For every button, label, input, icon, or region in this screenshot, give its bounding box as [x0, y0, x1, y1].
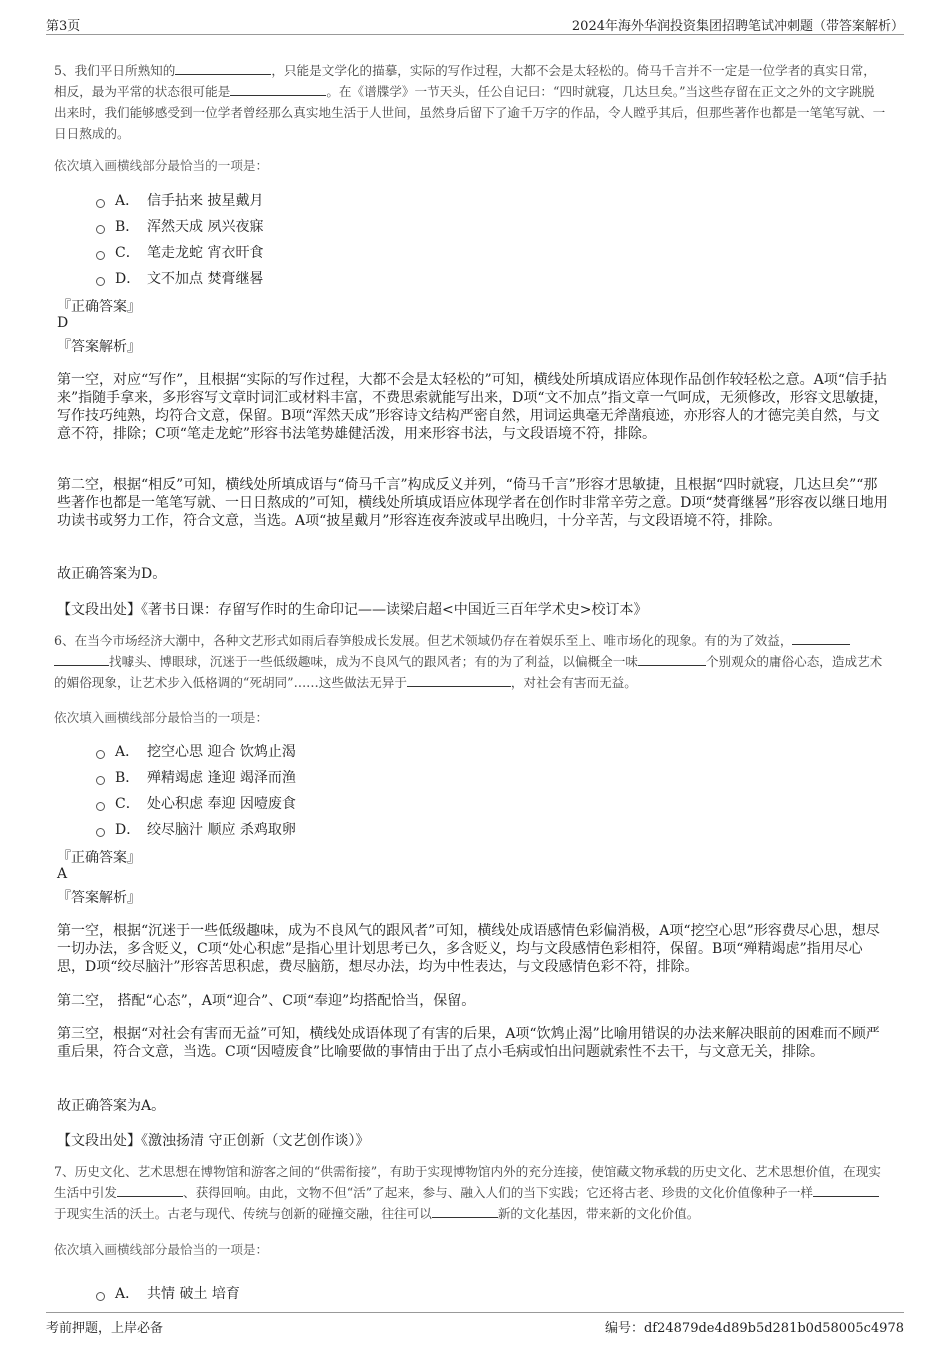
blank — [54, 651, 109, 666]
option-b[interactable]: B． 殚精竭虑 逢迎 竭泽而渔 — [96, 764, 296, 790]
blank — [407, 672, 511, 687]
analysis-paragraph: 第二空， 搭配“心态”，A项“迎合”、C项“奉迎”均搭配恰当，保留。 — [57, 993, 476, 1009]
blank — [432, 1203, 498, 1218]
analysis-paragraph: 第三空，根据“对社会有害而无益”可知，横线处成语体现了有害的后果，A项“饮鸩止渴”比喻用错误的办法来解决眼前的困难而不顾严重后果，符合文意，当选。C项“因噎废食”比喻要做的事情由于出了点小毛病或怕出问题就索性不去干，与文意无关，排除。 — [57, 1026, 880, 1060]
page-header — [46, 12, 904, 35]
option-c[interactable]: C． 笔走龙蛇 宵衣旰食 — [96, 239, 263, 265]
correct-answer: A — [57, 866, 68, 882]
option-a[interactable]: A． 共情 破土 培育 — [96, 1280, 240, 1306]
question-5-instruction: 依次填入画横线部分最恰当的一项是： — [54, 158, 269, 173]
option-a[interactable]: A． 挖空心思 迎合 饮鸩止渴 — [96, 738, 296, 764]
radio-button[interactable] — [96, 802, 105, 811]
analysis-label: 『答案解析』 — [57, 890, 141, 906]
radio-button[interactable] — [96, 199, 105, 208]
footer-slogan: 考前押题，上岸必备 — [46, 1321, 164, 1336]
option-b[interactable]: B． 浑然天成 夙兴夜寐 — [96, 213, 263, 239]
blank — [175, 60, 271, 75]
question-5-options — [96, 187, 263, 291]
blank — [230, 81, 326, 96]
radio-button[interactable] — [96, 225, 105, 234]
question-6-text: 6、在当今市场经济大潮中，各种文艺形式如雨后春笋般成长发展。但艺术领域仍存在着娱乐至上、唯市场化的现象。有的为了效益，找噱头、博眼球，沉迷于一些低级趣味，成为不良风气的跟风者；有的为了利益，以偏概全一味 个别观众的庸俗心态，造成艺术的媚俗现象，让艺术步入低格调的“死胡同”……这些做法无异于 ，对社会有害而无益。 — [54, 630, 886, 693]
blank — [792, 630, 850, 645]
correct-answer-label: 『正确答案』 — [57, 299, 141, 315]
option-d[interactable]: D． 绞尽脑汁 顺应 杀鸡取卵 — [96, 816, 296, 842]
radio-button[interactable] — [96, 1292, 105, 1301]
radio-button[interactable] — [96, 251, 105, 260]
question-7-text: 7、历史文化、艺术思想在博物馆和游客之间的“供需衔接”，有助于实现博物馆内外的充分连接，使馆藏文物承载的历史文化、艺术思想价值，在现实生活中引发 、获得回响。由此，文物不但“活”了起来，参与、融入人们的当下实践；它还将古老、珍贵的文化价值像种子一样于现实生活的沃土。古老与现代、传统与创新的碰撞交融，往往可以 新的文化基因，带来新的文化价值。 — [54, 1164, 881, 1221]
question-7-options — [96, 1280, 240, 1306]
analysis-paragraph: 第一空，根据“沉迷于一些低级趣味，成为不良风气的跟风者”可知，横线处成语感情色彩偏消极，A项“挖空心思”形容费尽心思，想尽一切办法，多含贬义，C项“处心积虑”是指心里计划思考已久，多含贬义，均与文段感情色彩相符，保留。B项“殚精竭虑”指用尽心思，D项“绞尽脑汁”形容苦思积虑，费尽脑筋，想尽办法，均为中性表达，与文段感情色彩不符，排除。 — [57, 923, 880, 975]
blank — [638, 651, 706, 666]
analysis-paragraph: 第一空，对应“写作”，且根据“实际的写作过程，大都不会是太轻松的”可知，横线处所填成语应体现作品创作较轻松之意。A项“信手拈来”指随手拿来，多形容写文章时词汇或材料丰富，不费思索就能写出来，D项“文不加点”指文章一气呵成，无须修改，形容文思敏捷，写作技巧纯熟，均符合文意，保留。B项“浑然天成”形容诗文结构严密自然，用词运典毫无斧凿痕迹，亦形容人的才德完美自然，与文意不符，排除；C项“笔走龙蛇”形容书法笔势雄健活泼，用来形容书法，与文段语境不符，排除。 — [57, 372, 888, 442]
question-7-instruction: 依次填入画横线部分最恰当的一项是： — [54, 1242, 269, 1257]
question-6-instruction: 依次填入画横线部分最恰当的一项是： — [54, 710, 269, 725]
question-5-text: 5、我们平日所熟知的 ，只能是文学化的描摹，实际的写作过程，大都不会是太轻松的。倚马千言并不一定是一位学者的真实日常，相反，最为平常的状态很可能是 。在《谱牒学》一节天头，任公自记曰：“四时就寝，几达旦矣。”当这些存留在正文之外的文字跳脱出来时，我们能够感受到一位学者曾经那么真实地生活于人世间，虽然身后留下了逾千万字的作品，令人瞠乎其后，但那些著作也都是一笔笔写就、一日日熬成的。 — [54, 60, 886, 144]
option-c[interactable]: C． 处心积虑 奉迎 因噎废食 — [96, 790, 296, 816]
correct-answer-label: 『正确答案』 — [57, 850, 141, 866]
page-footer — [46, 1312, 904, 1335]
page-number: 第3页 — [46, 19, 81, 34]
source-citation: 【文段出处】《激浊扬清 守正创新（文艺创作谈）》 — [57, 1133, 370, 1149]
source-citation: 【文段出处】《著书日课：存留写作时的生命印记——读梁启超<中国近三百年学术史>校订本》 — [57, 602, 648, 618]
option-a[interactable]: A． 信手拈来 披星戴月 — [96, 187, 263, 213]
blank — [813, 1182, 879, 1197]
blank — [117, 1182, 183, 1197]
analysis-paragraph: 故正确答案为D。 — [57, 566, 167, 582]
radio-button[interactable] — [96, 776, 105, 785]
analysis-paragraph: 第二空，根据“相反”可知，横线处所填成语与“倚马千言”构成反义并列，“倚马千言”形容才思敏捷，且根据“四时就寝，几达旦矣”“那些著作也都是一笔笔写就、一日日熬成的”可知，横线处所填成语应体现学者在创作时非常辛劳之意。D项“焚膏继晷”形容夜以继日地用功读书或努力工作，符合文意，当选。A项“披星戴月”形容连夜奔波或早出晚归，十分辛苦，与文段语境不符，排除。 — [57, 477, 888, 529]
document-id: 编号：df24879de4d89b5d281b0d58005c4978 — [604, 1321, 904, 1336]
correct-answer: D — [57, 315, 69, 331]
radio-button[interactable] — [96, 828, 105, 837]
document-title: 2024年海外华润投资集团招聘笔试冲刺题（带答案解析） — [571, 19, 904, 34]
radio-button[interactable] — [96, 750, 105, 759]
analysis-label: 『答案解析』 — [57, 339, 141, 355]
question-6-options — [96, 738, 296, 842]
option-d[interactable]: D． 文不加点 焚膏继晷 — [96, 265, 263, 291]
radio-button[interactable] — [96, 277, 105, 286]
analysis-paragraph: 故正确答案为A。 — [57, 1098, 166, 1114]
